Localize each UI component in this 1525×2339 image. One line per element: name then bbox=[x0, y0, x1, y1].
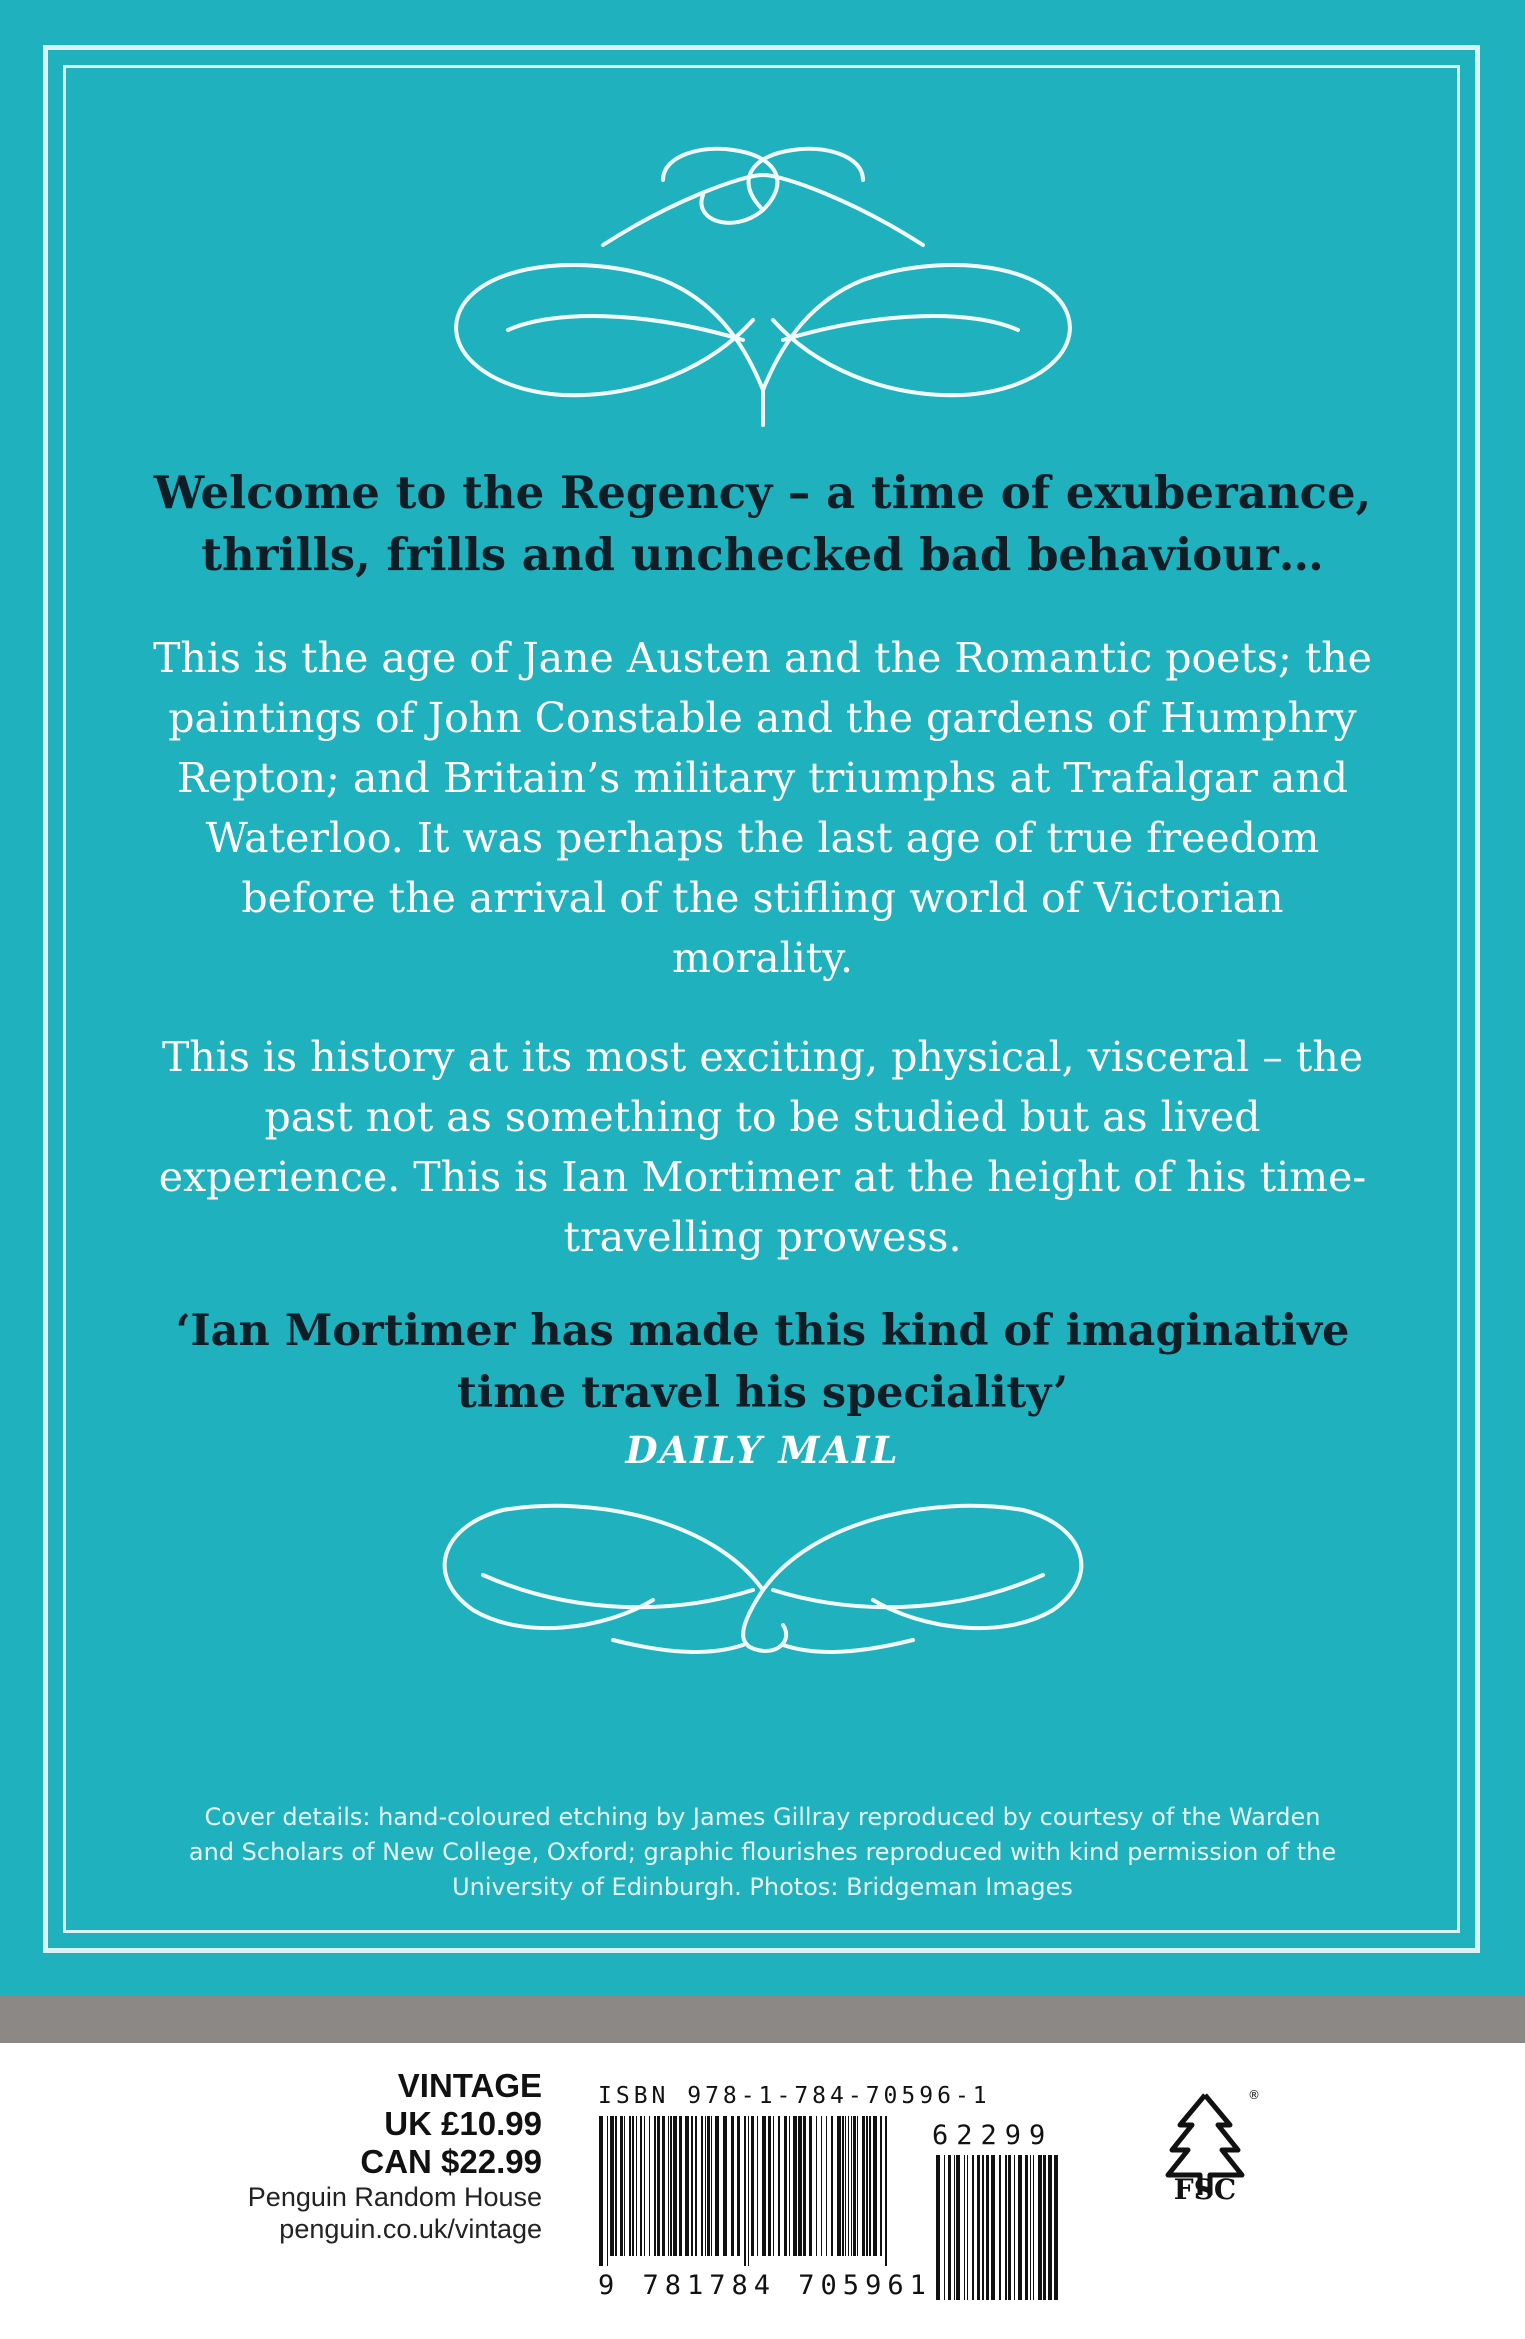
barcode-bar bbox=[837, 2116, 841, 2256]
barcode-bar bbox=[1030, 2155, 1031, 2300]
barcode-bar bbox=[649, 2116, 650, 2256]
barcode-bar bbox=[866, 2116, 868, 2256]
barcode-bar bbox=[768, 2116, 771, 2256]
barcode-bar bbox=[809, 2116, 812, 2256]
barcode-bar bbox=[599, 2116, 603, 2266]
barcode-bar bbox=[691, 2116, 693, 2256]
barcode-bar bbox=[615, 2116, 617, 2256]
barcode-bar bbox=[977, 2155, 980, 2300]
barcode-bar bbox=[1054, 2155, 1058, 2300]
barcode-bar bbox=[789, 2116, 790, 2256]
barcode-bar bbox=[986, 2155, 989, 2300]
barcode-bar bbox=[715, 2116, 719, 2256]
barcode-bar bbox=[948, 2155, 951, 2300]
barcode-bar bbox=[744, 2116, 746, 2266]
barcode-bar bbox=[668, 2116, 669, 2256]
price-can: CAN $22.99 bbox=[360, 2143, 542, 2180]
barcode-bar bbox=[620, 2116, 623, 2256]
barcode-bar bbox=[857, 2116, 858, 2256]
barcode-bar bbox=[695, 2116, 697, 2256]
barcode-bar bbox=[885, 2116, 887, 2266]
publisher-website: penguin.co.uk/vintage bbox=[279, 2214, 542, 2244]
barcode-bar bbox=[629, 2116, 631, 2256]
barcode-bar bbox=[632, 2116, 634, 2256]
barcode-bar bbox=[936, 2155, 940, 2300]
fsc-label: FSC bbox=[1173, 2173, 1237, 2206]
barcode-bar bbox=[762, 2116, 766, 2256]
addon-barcode bbox=[932, 2155, 1062, 2300]
barcode-bar bbox=[1033, 2155, 1034, 2300]
barcode-bar bbox=[982, 2155, 984, 2300]
barcode-bar bbox=[685, 2116, 689, 2256]
barcode-bar bbox=[624, 2116, 625, 2256]
footer-panel bbox=[0, 2043, 1525, 2339]
imprint-name: VINTAGE bbox=[397, 2067, 542, 2104]
barcode-bar bbox=[851, 2116, 852, 2256]
barcode-bar bbox=[821, 2116, 822, 2256]
barcode-bar bbox=[869, 2116, 871, 2256]
barcode-bar bbox=[803, 2116, 806, 2256]
barcode-bar bbox=[636, 2116, 637, 2256]
barcode-bar bbox=[748, 2116, 749, 2266]
barcode-bar bbox=[793, 2116, 797, 2256]
barcode-bar bbox=[731, 2116, 734, 2256]
barcode-bar bbox=[842, 2116, 844, 2256]
barcode-bar bbox=[679, 2116, 682, 2256]
barcode-bar bbox=[956, 2155, 960, 2300]
barcode-bar bbox=[610, 2116, 614, 2256]
barcode-bar bbox=[1008, 2155, 1011, 2300]
headline: Welcome to the Regency – a time of exuberance, thrills, frills and unchecked bad behaviour… bbox=[153, 466, 1372, 581]
barcode-bar bbox=[972, 2155, 974, 2300]
barcode-bar bbox=[705, 2116, 706, 2256]
barcode-bar bbox=[967, 2155, 968, 2300]
top-flourish-ornament bbox=[0, 140, 1525, 430]
barcode-bar bbox=[831, 2116, 833, 2256]
grey-band bbox=[0, 1995, 1525, 2043]
review-quote: ‘Ian Mortimer has made this kind of imaginative time travel his speciality’ bbox=[175, 1306, 1350, 1418]
barcode-bar bbox=[784, 2116, 787, 2256]
blurb-paragraph-2: This is history at its most exciting, physical, visceral – the past not as something to be studied but as lived experience. This is Ian Mortimer at the height of his time-travelling prowess. bbox=[158, 1033, 1367, 1261]
barcode-bar bbox=[737, 2116, 740, 2256]
barcode-bar bbox=[1014, 2155, 1015, 2300]
barcode-bar bbox=[1025, 2155, 1028, 2300]
barcode-bar bbox=[757, 2116, 758, 2256]
barcode-bar bbox=[1048, 2155, 1052, 2300]
price-uk: UK £10.99 bbox=[384, 2105, 542, 2142]
barcode-bar bbox=[644, 2116, 645, 2256]
bottom-flourish-ornament bbox=[0, 1480, 1525, 1670]
barcode-bar bbox=[873, 2116, 877, 2256]
barcode-bar bbox=[826, 2116, 827, 2256]
barcode bbox=[595, 2116, 895, 2266]
isbn-text: ISBN 978-1-784-70596-1 bbox=[598, 2083, 991, 2109]
barcode-bar bbox=[711, 2116, 712, 2256]
barcode-bar bbox=[773, 2116, 774, 2256]
price-block bbox=[248, 2067, 542, 2245]
addon-digits: 62299 bbox=[932, 2120, 1054, 2151]
barcode-bar bbox=[662, 2116, 665, 2256]
barcode-bar bbox=[999, 2155, 1001, 2300]
barcode-bar bbox=[778, 2116, 780, 2256]
barcode-bar bbox=[1038, 2155, 1042, 2300]
barcode-bar bbox=[880, 2116, 882, 2256]
barcode-bar bbox=[640, 2116, 642, 2256]
registered-mark: ® bbox=[1248, 2088, 1260, 2102]
barcode-bar bbox=[816, 2116, 817, 2256]
barcode-bar bbox=[751, 2116, 754, 2256]
barcode-bar bbox=[954, 2155, 955, 2300]
barcode-bar bbox=[845, 2116, 846, 2256]
barcode-bar bbox=[853, 2116, 856, 2256]
barcode-bar bbox=[673, 2116, 677, 2256]
barcode-bar bbox=[944, 2155, 945, 2300]
barcode-bar bbox=[657, 2116, 660, 2256]
barcode-bar bbox=[701, 2116, 703, 2256]
barcode-bar bbox=[1043, 2155, 1046, 2300]
barcode-bar bbox=[964, 2155, 965, 2300]
barcode-bar bbox=[798, 2116, 802, 2256]
barcode-bar bbox=[607, 2116, 608, 2266]
fsc-tree-logo bbox=[1150, 2085, 1260, 2235]
quote-source: DAILY MAIL bbox=[625, 1428, 900, 1472]
barcode-bar bbox=[862, 2116, 865, 2256]
barcode-bar bbox=[670, 2116, 672, 2256]
barcode-bar bbox=[848, 2116, 849, 2256]
barcode-bar bbox=[723, 2116, 727, 2256]
barcode-bar bbox=[1005, 2155, 1007, 2300]
barcode-bar bbox=[1018, 2155, 1022, 2300]
barcode-bar bbox=[707, 2116, 710, 2256]
blurb-paragraph-1: This is the age of Jane Austen and the Romantic poets; the paintings of John Constable and the gardens of Humphry Repton; and Britain’s military triumphs at Trafalgar and Waterloo. It was perhaps the last age of true freedom before the arrival of the stifling world of Victorian morality. bbox=[153, 634, 1372, 982]
barcode-digits: 9 781784 705961 bbox=[598, 2270, 932, 2301]
barcode-bar bbox=[654, 2116, 656, 2256]
publisher-name: Penguin Random House bbox=[247, 2182, 542, 2212]
barcode-bar bbox=[991, 2155, 995, 2300]
cover-credits: Cover details: hand-coloured etching by James Gillray reproduced by courtesy of the Warden and Scholars of New College, Oxford; graphic flourishes reproduced with kind permission of the University of Edinburgh. Photos: Bridgeman Images bbox=[188, 1803, 1337, 1901]
